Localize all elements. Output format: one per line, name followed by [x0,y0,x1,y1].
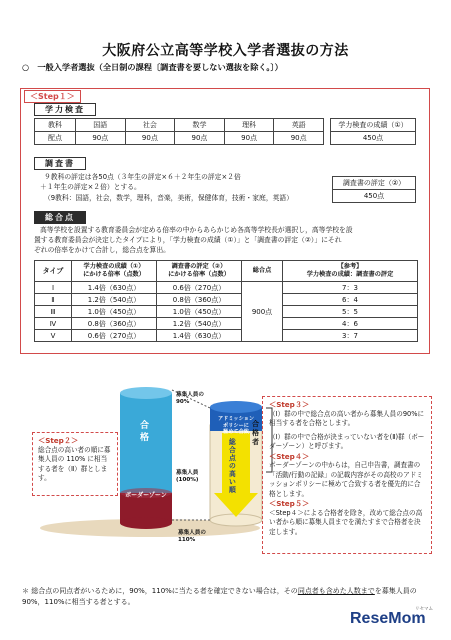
result-value: 450点 [331,132,416,145]
gakuryoku-table [34,118,324,145]
pass-zone-top [120,387,172,399]
step4-label: ＜Step４＞ [269,451,310,461]
ratio-cell: 7：3 [283,282,418,294]
a-cell: 0.6倍（270点） [72,330,157,342]
header-cell: 社会 [125,119,175,132]
sougou-heading: 総合点 [34,211,86,224]
col-b-header-l2: にかける倍率（点数） [168,271,230,278]
value-cell: 90点 [175,132,225,145]
border-zone-label: ボーダーゾーン [125,492,167,499]
type-cell: Ⅲ [35,306,72,318]
goukakusha-label: 合格者 [252,420,259,446]
b-cell: 1.4倍（630点） [157,330,242,342]
step1-label: ＜Step１＞ [24,90,81,103]
a-cell: 1.2倍（540点） [72,294,157,306]
col-ratio-header [283,261,418,282]
border-zone-bottom [120,517,172,529]
admission-policy-top [210,401,262,413]
header-cell: 理科 [224,119,274,132]
step2-text: 総合点の高い者の順に募集人員の 110% に相当する者を（Ⅱ）群とします。 [38,445,111,482]
gakuryoku-value-row [35,132,324,145]
col-total-header: 総合点 [242,261,283,282]
result-label: 調査書の評定（②） [333,177,416,190]
value-cell: 90点 [125,132,175,145]
type-cell: Ⅳ [35,318,72,330]
header-cell: 数学 [175,119,225,132]
gakuryoku-result-table [330,118,416,145]
resemom-logo-sub: リセマム [415,607,433,612]
b-cell: 1.2倍（540点） [157,318,242,330]
row-label: 配点 [35,132,76,145]
b-cell: 0.8倍（360点） [157,294,242,306]
table-row [35,282,418,294]
value-cell: 90点 [76,132,126,145]
footnote [22,586,432,608]
step2-callout [32,432,118,496]
b-cell: 0.6倍（270点） [157,282,242,294]
gakuryoku-heading: 学力検査 [34,103,96,116]
label-90: 募集人員の 90% [176,392,204,405]
col-b-header-l1: 調査書の評定（②） [171,263,227,270]
header-cell: 国語 [76,119,126,132]
ratio-cell: 4：6 [283,318,418,330]
result-label: 学力検査の成績（①） [331,119,416,132]
a-cell: 1.4倍（630点） [72,282,157,294]
ratio-cell: 6：4 [283,294,418,306]
type-cell: Ⅰ [35,282,72,294]
col-b-header [157,261,242,282]
label-110: 募集人員の 110% [178,530,206,543]
header-cell: 教科 [35,119,76,132]
chousa-heading: 調査書 [34,157,86,170]
a-cell: 1.0倍（450点） [72,306,157,318]
ratio-cell: 5：5 [283,306,418,318]
col-ratio-header-l1: 【参考】 [337,263,363,270]
footnote-underline: 同点者も含めた人数まで [297,587,375,595]
col-ratio-header-l2: 学力検査の成績：調査書の評定 [306,271,394,278]
sougou-para1: 高等学校を設置する教育委員会が定める倍率の中からあらかじめ各高等学校長が選択し，高等学校を設 [40,226,353,234]
chousa-result-table [332,176,416,203]
pass-label: 合格 [140,421,150,443]
table-row [35,330,418,342]
order-label: 総合点の高い順 [229,438,236,494]
a-cell: 0.8倍（360点） [72,318,157,330]
step2-label: ＜Step２＞ [38,436,79,445]
col-a-header [72,261,157,282]
section-subhead: ○ 一般入学者選抜（全日制の課程〔調査書を要しない選抜を除く。〕） [22,62,283,72]
step3-text: （Ⅰ）群の中で総合点の高い者から募集人員の90%に相当する者を合格とします。 [269,409,425,427]
table-row [35,318,418,330]
page-title: 大阪府公立高等学校入学者選抜の方法 [102,43,349,59]
admission-policy-label: アドミッション ポリシーに 極めて合致 [217,416,255,436]
b-cell: 1.0倍（450点） [157,306,242,318]
table-row [35,306,418,318]
total-cell: 900点 [242,282,283,342]
step4-text: ボーダーゾーンの中からは，自己申告書，調査書の「活動/行動の記録」の記載内容がその高校のアドミッションポリシーに極めて合致する者を優先的に合格とします。 [269,461,423,498]
footnote-star: ＊ [22,587,29,595]
table-row [35,294,418,306]
step5-text: ＜Step４＞による合格者を除き，改めて総合点の高い者から順に募集人員までを満たすまで合格者を決定します。 [269,508,423,536]
chousa-line3: （9教科：国語，社会，数学，理科，音楽，美術，保健体育，技術・家庭，英語） [44,194,294,202]
label-100: 募集人員 (100%) [176,470,199,483]
gakuryoku-header-row [35,119,324,132]
ratio-cell: 3：7 [283,330,418,342]
col-a-header-l2: にかける倍率（点数） [83,271,145,278]
col-type-header: タイプ [35,261,72,282]
type-cell: Ⅱ [35,294,72,306]
header-cell: 英語 [274,119,324,132]
sougou-header-row [35,261,418,282]
value-cell: 90点 [224,132,274,145]
chousa-line1: ９教科の評定は各50点（３年生の評定×６＋２年生の評定×２倍 [44,173,241,181]
value-cell: 90点 [274,132,324,145]
step34-mid-text: （Ⅰ）群の中で合格が決まっていない者を(Ⅱ)群（ボーダーゾーン）と呼びます。 [269,432,425,450]
step3-label: ＜Step３＞ [269,400,310,409]
type-cell: Ⅴ [35,330,72,342]
footnote-part1: 総合点の同点者がいるために，90%，110%に当たる者を確定できない場合は，その [31,587,298,595]
sougou-table [34,260,418,342]
result-value: 450点 [333,190,416,203]
steps-callout [262,396,432,554]
footnote-part2: を募集人員の90%，110%に相当する者とする。 [22,587,417,606]
col-a-header-l1: 学力検査の成績（①） [83,263,145,270]
chousa-line2: ＋１年生の評定×２倍）とする。 [40,183,141,191]
sougou-para3: ぞれの倍率をかけて合計し，総合点を算出。 [34,246,170,254]
step5-label: ＜Step５＞ [269,499,310,508]
resemom-logo: ReseMom [350,610,426,627]
sougou-para2: 置する教育委員会が決定したタイプにより，「学力検査の成績（①）」と「調査書の評定（②）」にそれ [34,236,342,244]
